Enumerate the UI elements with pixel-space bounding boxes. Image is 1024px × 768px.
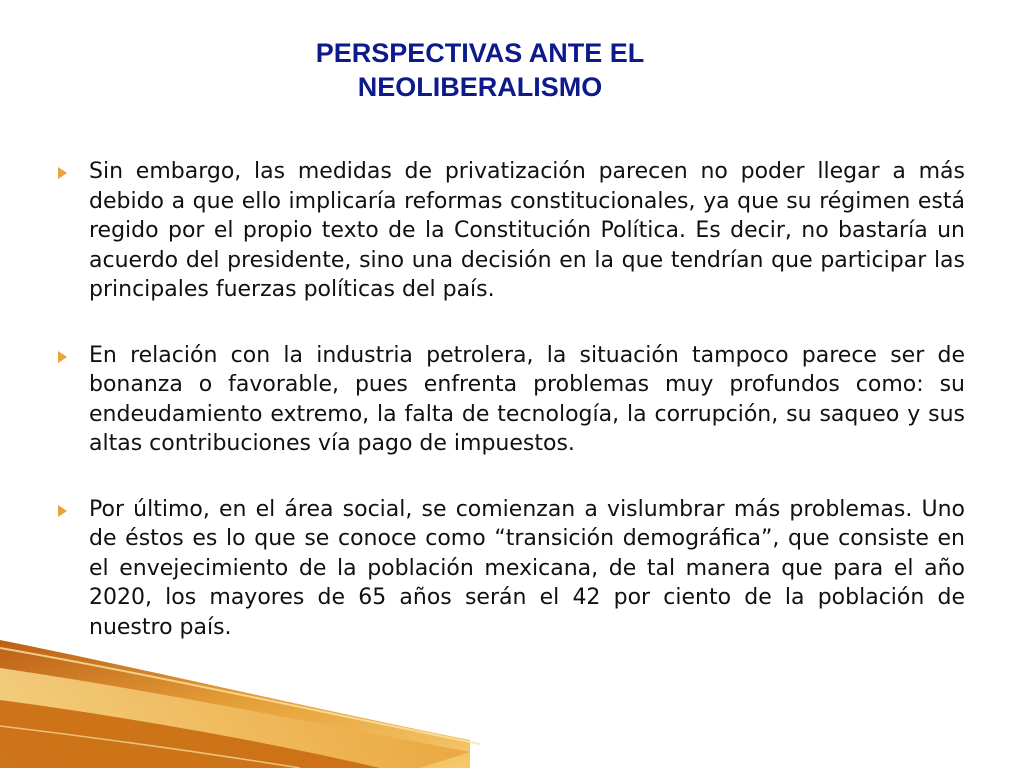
triangle-bullet-icon — [58, 351, 67, 363]
bullet-text: Sin embargo, las medidas de privatización parecen no poder llegar a más debido a que ello implicaría reformas constitucionales, ya que su régimen está regido por el propio texto de la Constitución Política. Es decir, no bastaría un acuerdo del presidente, sino una decisión en la que tendrían que participar las principales fuerzas políticas del país. — [89, 159, 965, 302]
bullet-text: En relación con la industria petrolera, la situación tampoco parece ser de bonanza o favorable, pues enfrenta problemas muy profundos como: su endeudamiento extremo, la falta de tecnología, la corrupción, su saqueo y sus altas contribuciones vía pago de impuestos. — [89, 342, 965, 456]
bullet-list — [58, 157, 965, 678]
slide-title — [230, 36, 730, 104]
triangle-bullet-icon — [58, 167, 67, 179]
bullet-item-2 — [58, 341, 965, 459]
bullet-item-1 — [58, 157, 965, 305]
slide-title-line-2: NEOLIBERALISMO — [357, 72, 603, 102]
triangle-bullet-icon — [58, 505, 67, 517]
bullet-text: Por último, en el área social, se comienzan a vislumbrar más problemas. Uno de éstos es lo que se conoce como “transición demográfica”, que consiste en el envejecimiento de la población mexicana, de tal manera que para el año 2020, los mayores de 65 años serán el 42 por ciento de la población de nuestro país. — [89, 496, 965, 640]
slide-title-line-1: PERSPECTIVAS ANTE EL — [315, 38, 645, 68]
bullet-item-3 — [58, 495, 965, 643]
